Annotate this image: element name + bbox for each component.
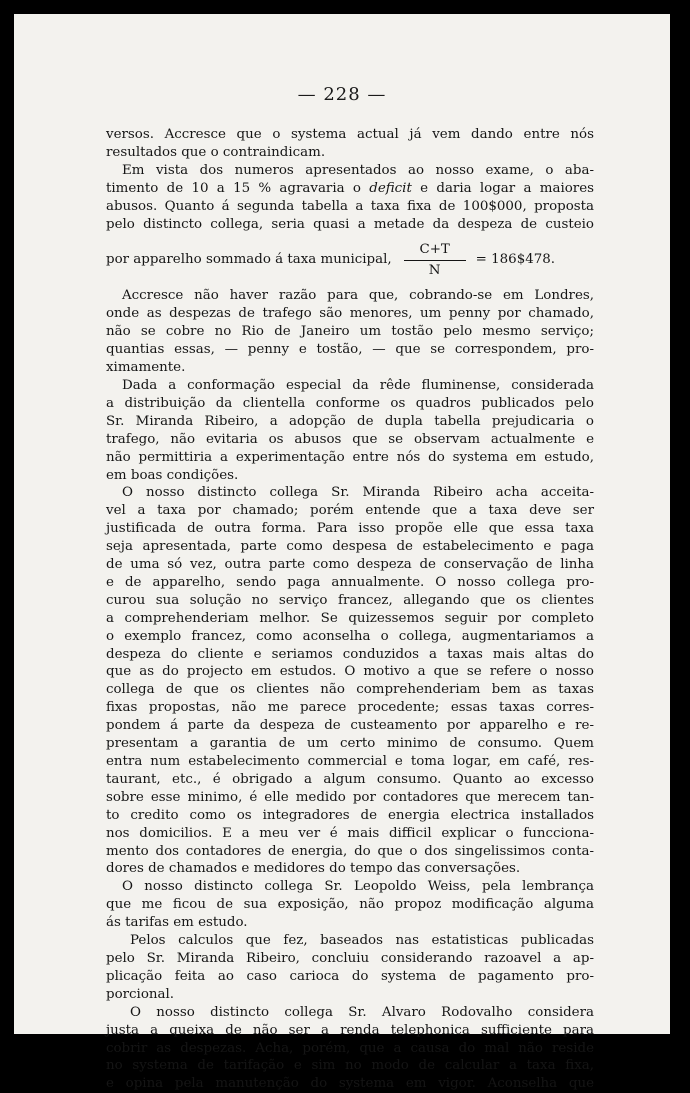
- text-line: plicação feita ao caso carioca do systema de pagamento pro-: [106, 968, 594, 984]
- text-line: onde as despezas de trafego são menores, um penny por chamado,: [106, 306, 594, 322]
- text-line: Em vista dos numeros apresentados ao nosso exame, o aba-: [122, 162, 594, 178]
- text-line: taurant, etc., é obrigado a algum consumo. Quanto ao excesso: [106, 771, 594, 787]
- text-line: dores de chamados e medidores do tempo das conversações.: [106, 861, 521, 877]
- text-line: resultados que o contraindicam.: [106, 144, 326, 160]
- text-line: timento de 10 a 15 % agravaria o deficit e daria logar a maiores: [106, 180, 594, 196]
- formula-lead-text: por apparelho sommado á taxa municipal,: [106, 252, 392, 268]
- formula-result: = 186$478.: [475, 252, 556, 268]
- text-line: Sr. Miranda Ribeiro, a adopção de dupla tabella prejudicaria o: [106, 413, 594, 429]
- text-line: entra num estabelecimento commercial e toma logar, em café, res-: [106, 754, 594, 769]
- text-line: que me ficou de sua exposição, não propoz modificação alguma: [106, 897, 594, 913]
- text-line: justificada de outra forma. Para isso propõe elle que essa taxa: [106, 521, 594, 537]
- text-line: e de apparelho, sendo paga annualmente. O nosso collega pro-: [106, 574, 594, 590]
- text-line: versos. Accresce que o systema actual já vem dando entre nós: [106, 127, 594, 142]
- document-page: [14, 14, 670, 1092]
- text-line: porcional.: [106, 986, 175, 1002]
- text-line: fixas propostas, não me parece procedente; essas taxas corres-: [106, 700, 594, 716]
- text-line: o exemplo francez, como aconselha o collega, augmentariamos a: [106, 628, 594, 644]
- body-text: [106, 126, 594, 1093]
- text-line: vel a taxa por chamado; porém entende que a taxa deve ser: [106, 503, 594, 519]
- text-line: ás tarifas em estudo.: [106, 915, 248, 931]
- text-line: pondem á parte da despeza de custeamento por apparelho e re-: [106, 718, 594, 734]
- text-line: Pelos calculos que fez, baseados nas estatisticas publicadas: [130, 933, 594, 949]
- text-line: não permittiria a experimentação entre nós do systema em estudo,: [106, 449, 594, 465]
- text-line: to credito como os integradores de energia electrica installados: [106, 807, 594, 823]
- text-line: sobre esse minimo, é elle medido por contadores que merecem tan-: [106, 789, 594, 805]
- formula-line: [106, 233, 594, 287]
- text-line: despeza do cliente e seriamos conduzidos a taxas mais altas do: [106, 646, 594, 662]
- text-line: Dada a conformação especial da rêde fluminense, considerada: [122, 377, 594, 393]
- fraction-bar: [404, 260, 466, 261]
- text-line: quantias essas, — penny e tostão, — que se correspondem, pro-: [106, 342, 594, 358]
- text-line: collega de que os clientes não comprehenderiam bem as taxas: [106, 682, 594, 698]
- text-line: no systema de tarifação e sim no modo de calcular a taxa fixa,: [106, 1058, 594, 1074]
- text-line: e opina pela manutenção do systema em vigor. Aconselha que: [106, 1076, 594, 1092]
- page-number: — 228 —: [297, 84, 387, 105]
- text-line: de uma só vez, outra parte como despeza de conservação de linha: [106, 557, 594, 573]
- text-line: justa a queixa de não ser a renda telephonica sufficiente para: [106, 1022, 594, 1038]
- text-line: curou sua solução no serviço francez, allegando que os clientes: [106, 592, 594, 608]
- text-line: O nosso distincto collega Sr. Alvaro Rodovalho considera: [130, 1004, 594, 1020]
- text-line: presentam a garantia de um certo minimo de consumo. Quem: [106, 736, 594, 752]
- text-line: nos domicilios. E a meu ver é mais difficil explicar o funcciona-: [106, 825, 594, 841]
- formula-fraction: [404, 242, 466, 279]
- text-line: ximamente.: [106, 360, 186, 376]
- text-line: não se cobre no Rio de Janeiro um tostão pelo mesmo serviço;: [106, 324, 594, 340]
- text-line: a comprehenderiam melhor. Se quizessemos seguir por completo: [106, 610, 594, 626]
- text-line: trafego, não evitaria os abusos que se observam actualmente e: [106, 431, 594, 447]
- text-line: pelo Sr. Miranda Ribeiro, concluiu considerando razoavel a ap-: [106, 950, 594, 966]
- text-line: seja apresentada, parte como despesa de estabelecimento e paga: [106, 539, 594, 555]
- text-line: cobrir as despezas. Acha, porém, que a causa do mal não reside: [106, 1040, 594, 1056]
- text-line: mento dos contadores de energia, do que o dos singelissimos conta-: [106, 843, 594, 859]
- text-line: O nosso distincto collega Sr. Leopoldo Weiss, pela lembrança: [122, 879, 594, 895]
- fraction-denominator: N: [428, 262, 441, 278]
- text-line: a distribuição da clientella conforme os quadros publicados pelo: [106, 395, 594, 411]
- text-line: em boas condições.: [106, 467, 239, 483]
- text-line: pelo distincto collega, seria quasi a metade da despeza de custeio: [106, 216, 594, 232]
- text-line: Accresce não haver razão para que, cobrando-se em Londres,: [122, 288, 594, 304]
- text-line: abusos. Quanto á segunda tabella a taxa fixa de 100$000, proposta: [106, 198, 594, 214]
- text-line: O nosso distincto collega Sr. Miranda Ribeiro acha acceita-: [122, 485, 594, 501]
- text-line: que as do projecto em estudos. O motivo a que se refere o nosso: [106, 664, 594, 680]
- fraction-numerator: C+T: [419, 241, 450, 257]
